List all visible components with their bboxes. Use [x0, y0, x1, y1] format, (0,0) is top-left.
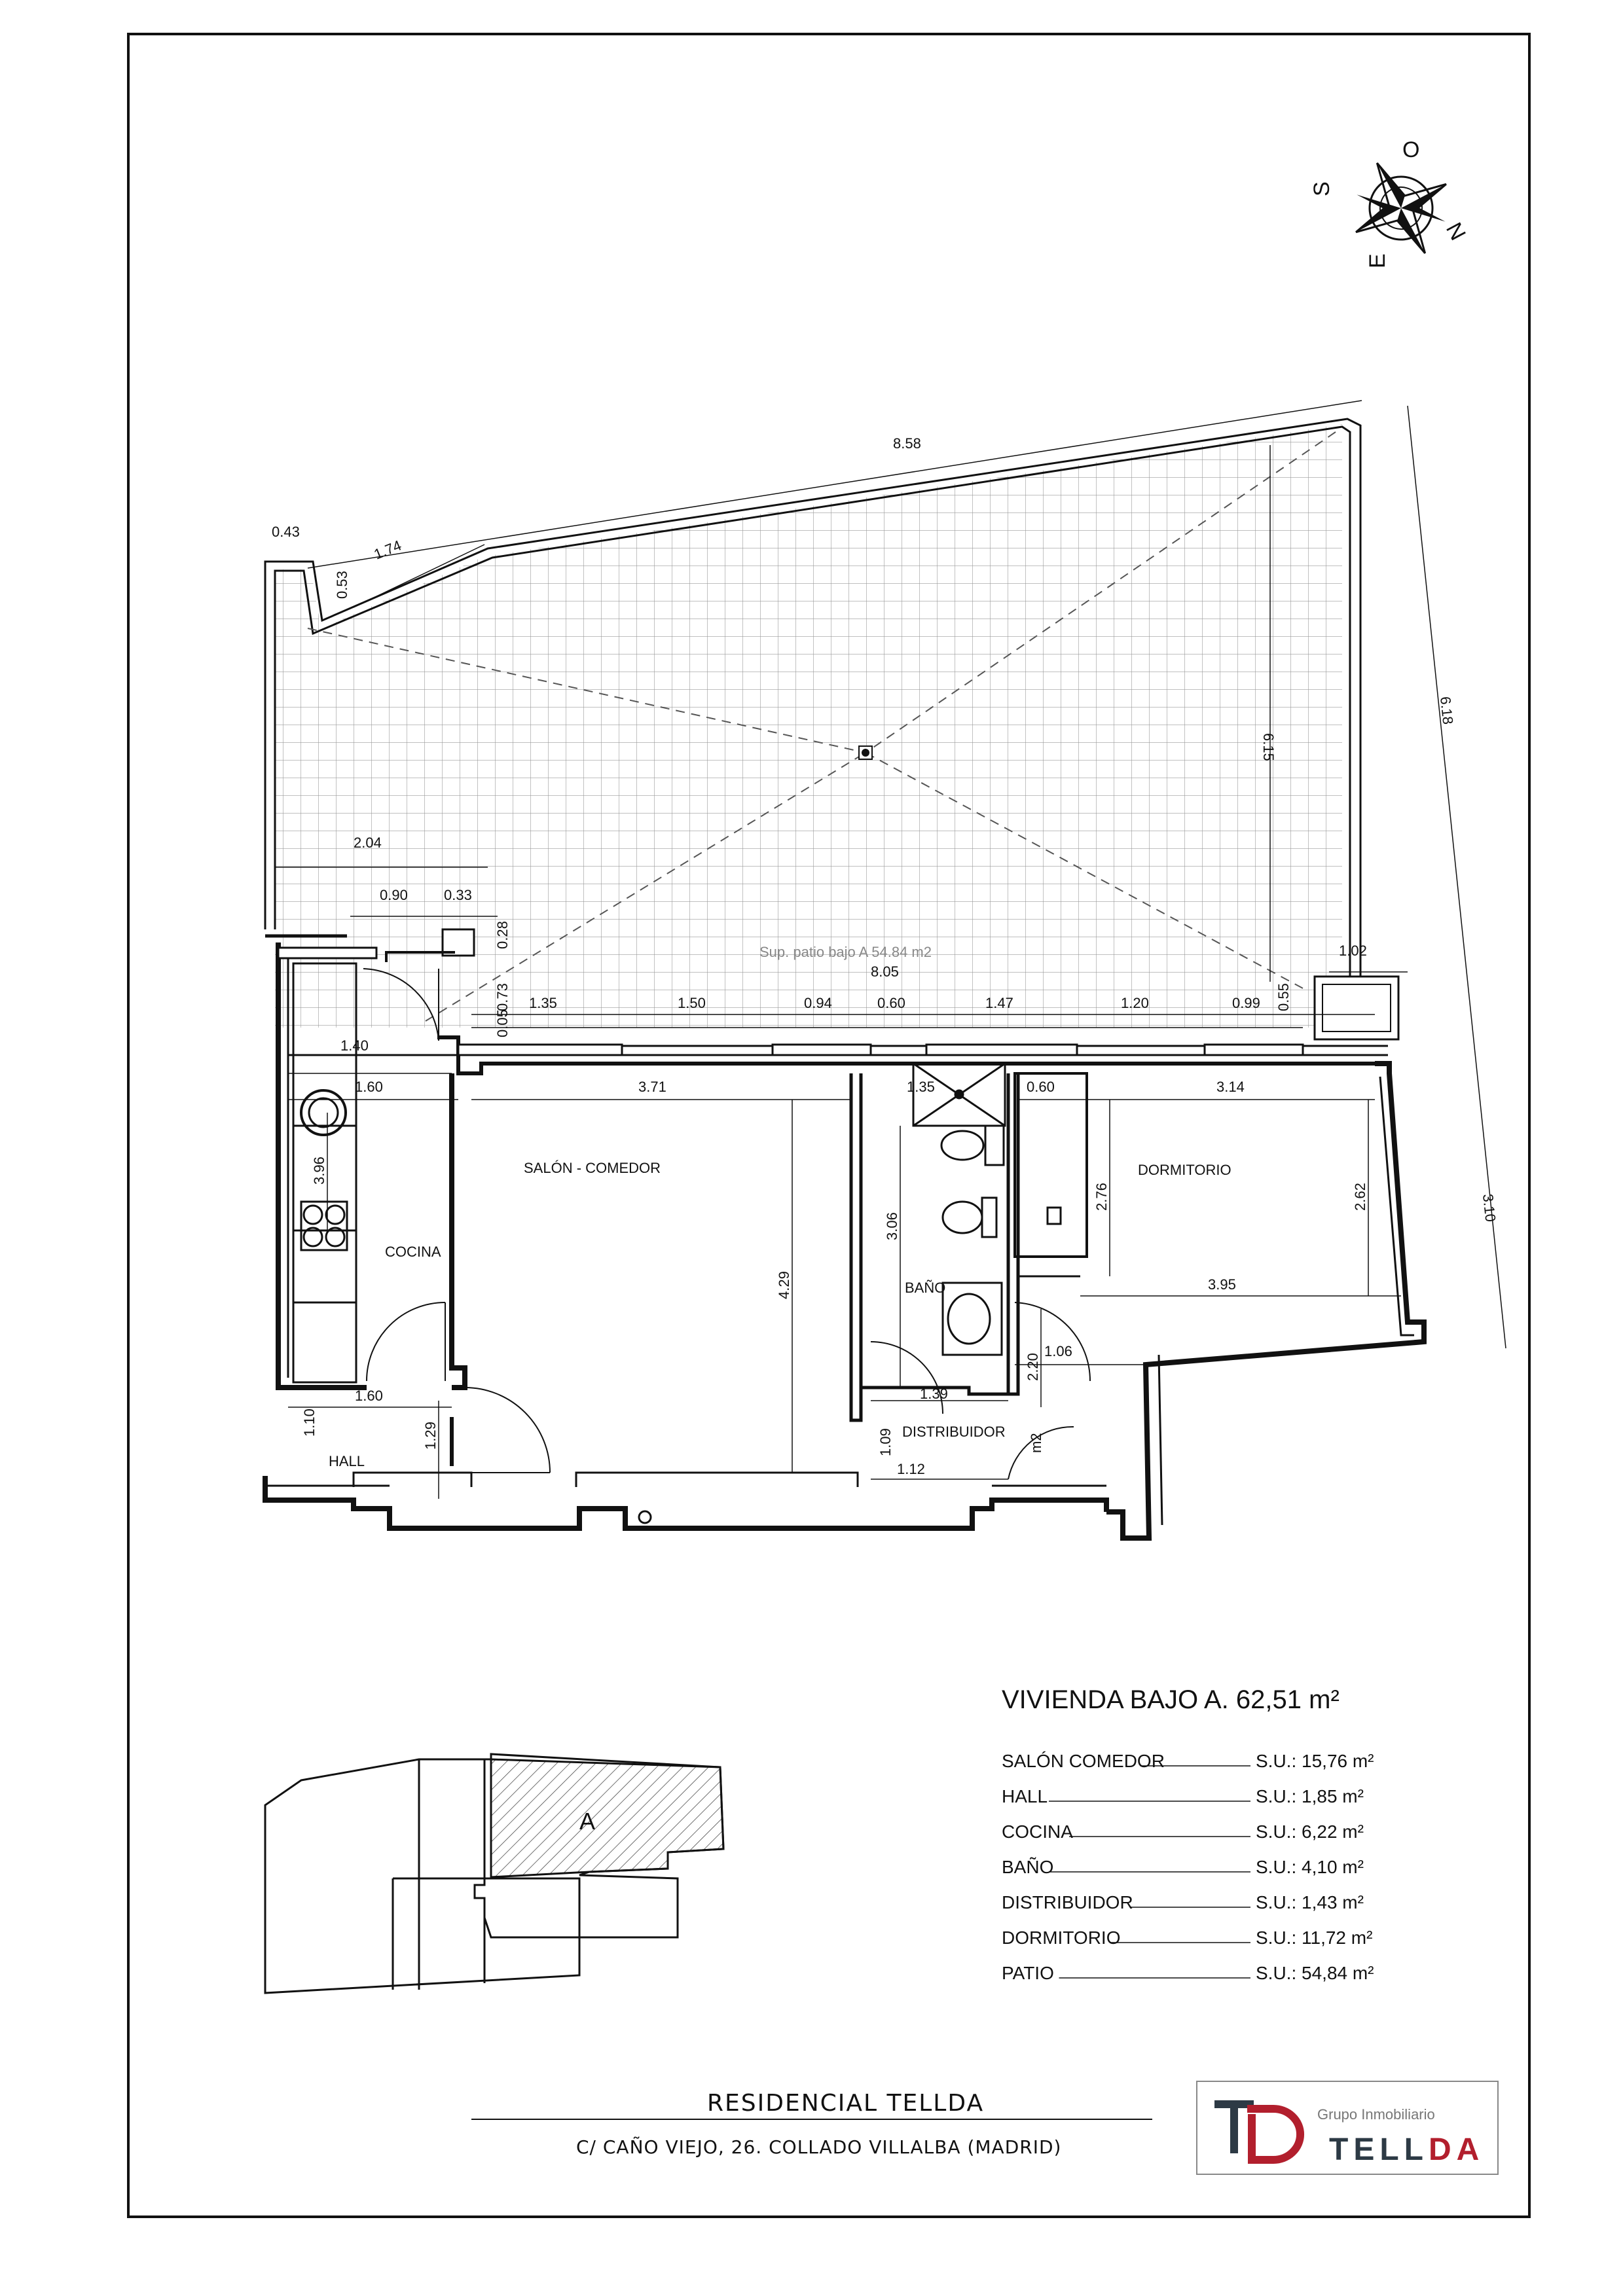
dim-160a: 1.60: [355, 1079, 383, 1095]
dim-028: 0.28: [494, 921, 511, 949]
summary-room-name: DISTRIBUIDOR: [1002, 1892, 1133, 1912]
room-label-salon-comedor: SALÓN - COMEDOR: [524, 1160, 661, 1176]
compass-letter-s: S: [1309, 181, 1334, 196]
room-label-distribuidor: DISTRIBUIDOR: [902, 1424, 1006, 1440]
logo-group-text: Grupo Inmobiliario: [1317, 2106, 1435, 2123]
dim-310: 3.10: [1480, 1193, 1499, 1223]
summary-room-area: S.U.: 4,10 m²: [1256, 1857, 1364, 1877]
dim-858: 8.58: [893, 435, 921, 452]
summary-room-area: S.U.: 1,43 m²: [1256, 1892, 1364, 1912]
dim-060b: 0.60: [1027, 1079, 1055, 1095]
bathroom-fixtures: [913, 1064, 1005, 1355]
compass-rose-icon: [1332, 139, 1470, 278]
dim-160b: 1.60: [355, 1388, 383, 1404]
dim-140: 1.40: [340, 1037, 369, 1054]
dim-306: 3.06: [884, 1212, 900, 1240]
dim-120: 1.20: [1121, 995, 1149, 1011]
dim-429: 4.29: [776, 1271, 792, 1299]
dim-033: 0.33: [444, 887, 472, 903]
dim-110: 1.10: [301, 1408, 318, 1437]
compass-letter-e: E: [1365, 253, 1390, 268]
dim-129: 1.29: [422, 1422, 439, 1450]
dim-371: 3.71: [638, 1079, 666, 1095]
dim-005: 0.05: [494, 1009, 511, 1037]
dim-314: 3.14: [1216, 1079, 1245, 1095]
dim-615: 6.15: [1260, 733, 1277, 761]
logo-brand-part2: DA: [1428, 2132, 1485, 2167]
dim-109: 1.09: [877, 1428, 894, 1456]
washbasin-icon: [943, 1283, 1002, 1355]
dim-099: 0.99: [1232, 995, 1260, 1011]
dim-094: 0.94: [804, 995, 832, 1011]
dim-805: 8.05: [871, 963, 899, 980]
summary-room-name: SALÓN COMEDOR: [1002, 1751, 1165, 1771]
brand-logo: [1197, 2081, 1498, 2174]
summary-room-area: S.U.: 54,84 m²: [1256, 1963, 1374, 1983]
dim-060a: 0.60: [877, 995, 905, 1011]
compass-letter-o: O: [1402, 137, 1420, 162]
summary-room-area: S.U.: 6,22 m²: [1256, 1821, 1364, 1842]
dim-073: 0.73: [494, 983, 511, 1011]
logo-brand-part1: TELL: [1329, 2132, 1429, 2167]
summary-room-name: BAÑO: [1002, 1857, 1054, 1877]
dim-174: 1.74: [371, 537, 404, 563]
dim-276: 2.76: [1093, 1183, 1110, 1211]
summary-room-name: HALL: [1002, 1786, 1048, 1806]
dim-135: 1.35: [529, 995, 557, 1011]
dim-112: 1.12: [897, 1461, 925, 1477]
stove-icon: [301, 1202, 347, 1250]
sink-icon: [301, 1090, 346, 1135]
logo-brand-text: [1329, 2132, 1484, 2167]
summary-room-area: S.U.: 1,85 m²: [1256, 1786, 1364, 1806]
dim-043: 0.43: [272, 524, 300, 540]
summary-room-name: PATIO: [1002, 1963, 1054, 1983]
area-summary: [1002, 1685, 1374, 1983]
summary-title: VIVIENDA BAJO A. 62,51 m²: [1002, 1685, 1340, 1714]
project-name: RESIDENCIAL TELLDA: [707, 2090, 985, 2117]
room-label-dormitorio: DORMITORIO: [1138, 1162, 1231, 1178]
dim-150: 1.50: [678, 995, 706, 1011]
patio-surface-label: Sup. patio bajo A 54.84 m2: [759, 944, 932, 960]
dim-090: 0.90: [380, 887, 408, 903]
dim-220: 2.20: [1025, 1353, 1041, 1381]
keyplan-unit-label: A: [579, 1808, 596, 1835]
dim-396: 3.96: [311, 1157, 327, 1185]
compass-letter-n: N: [1440, 218, 1471, 245]
title-block: [471, 2090, 1152, 2158]
summary-room-name: COCINA: [1002, 1821, 1073, 1842]
room-label-hall: HALL: [329, 1453, 365, 1469]
summary-room-name: DORMITORIO: [1002, 1928, 1121, 1948]
room-label-cocina: COCINA: [385, 1244, 441, 1260]
room-label-bano: BAÑO: [905, 1280, 946, 1296]
project-address: C/ CAÑO VIEJO, 26. COLLADO VILLALBA (MADRID): [576, 2136, 1062, 2158]
dim-262: 2.62: [1352, 1183, 1368, 1211]
summary-room-area: S.U.: 15,76 m²: [1256, 1751, 1374, 1771]
dim-m2: m2: [1028, 1433, 1044, 1453]
dim-102: 1.02: [1339, 942, 1367, 959]
summary-room-area: S.U.: 11,72 m²: [1256, 1928, 1373, 1948]
key-plan: [265, 1754, 723, 1993]
dim-618: 6.18: [1437, 695, 1457, 726]
dim-204: 2.04: [354, 834, 382, 851]
dim-147: 1.47: [985, 995, 1013, 1011]
toilet-icon: [941, 1126, 1004, 1165]
dim-055: 0.55: [1275, 983, 1292, 1011]
dim-139: 1.39: [920, 1386, 948, 1402]
dim-053: 0.53: [334, 571, 350, 599]
dim-395: 3.95: [1208, 1276, 1236, 1293]
dim-106: 1.06: [1044, 1343, 1072, 1359]
bidet-icon: [943, 1198, 996, 1237]
dim-135b: 1.35: [907, 1079, 935, 1095]
